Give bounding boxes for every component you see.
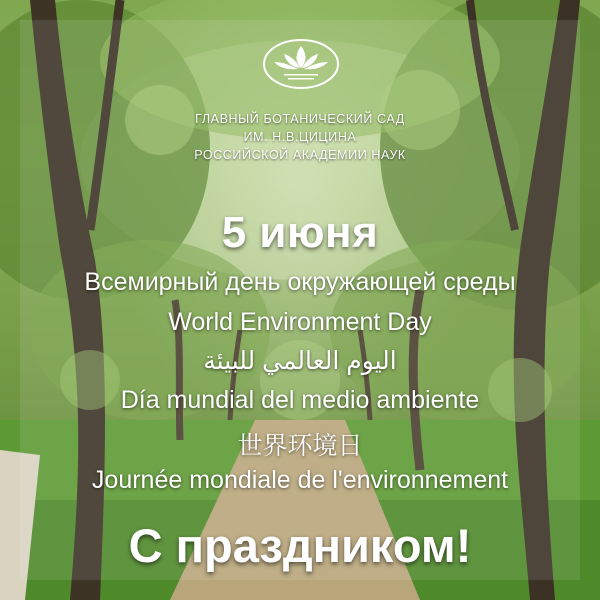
translucent-text-panel (20, 20, 580, 580)
lotus-logo-icon (262, 38, 340, 90)
name-spanish: Día mundial del medio ambiente (120, 386, 480, 414)
garden-name-line-1: ГЛАВНЫЙ БОТАНИЧЕСКИЙ САД (195, 112, 405, 126)
name-french: Journée mondiale de l'environnement (91, 466, 509, 494)
name-english: World Environment Day (168, 308, 432, 336)
event-date: 5 июня (221, 208, 379, 257)
garden-name-line-2: ИМ. Н.В.ЦИЦИНА (243, 130, 357, 144)
name-chinese: 世界环境日 (237, 432, 363, 460)
name-arabic: اليوم العالمي للبيئة (203, 347, 397, 375)
name-russian: Всемирный день окружающей среды (84, 268, 516, 296)
greeting-text: С праздником! (128, 519, 472, 572)
garden-name-line-3: РОССИЙСКОЙ АКАДЕМИИ НАУК (194, 148, 406, 162)
